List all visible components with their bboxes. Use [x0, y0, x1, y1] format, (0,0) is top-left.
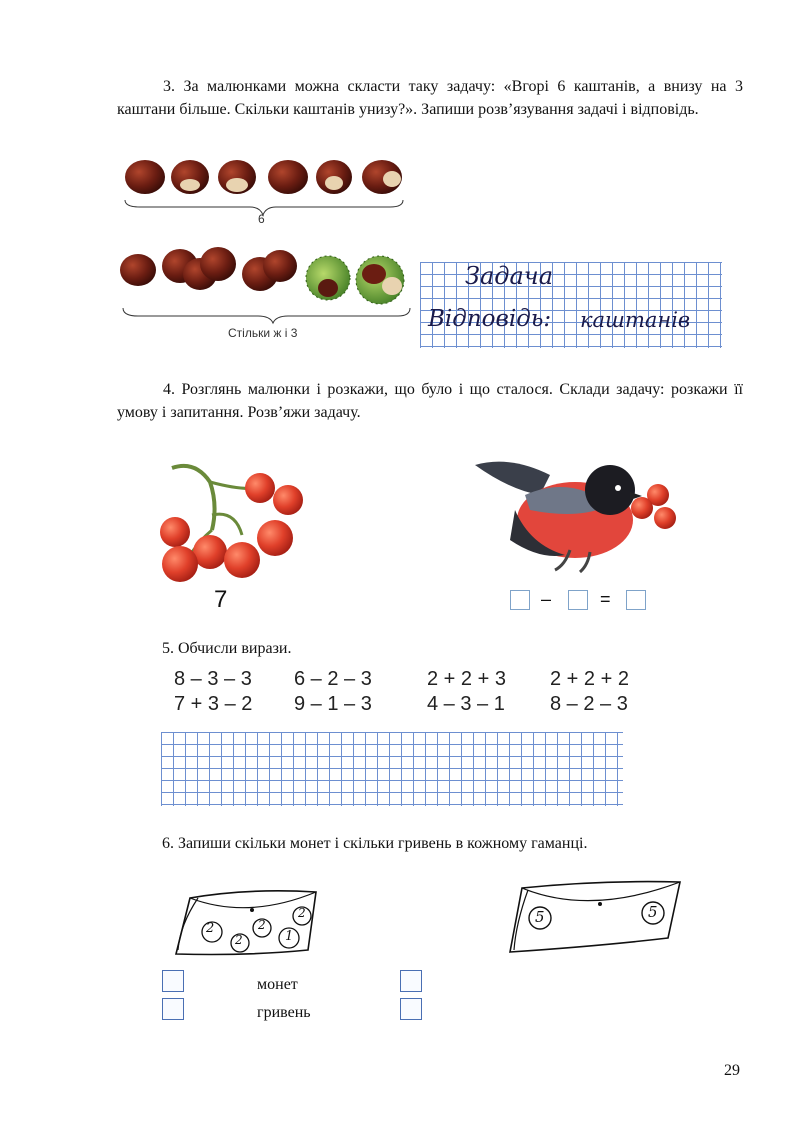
chestnut	[362, 264, 386, 284]
task4-text: 4. Розглянь малюнки і розкажи, що було і що сталося. Склади задачу: розкажи її умову і запитання. Розв’яжи задачу.	[117, 381, 744, 421]
chestnut	[268, 160, 308, 194]
coin-label: 2	[298, 906, 306, 920]
expression: 9 – 1 – 3	[294, 693, 372, 715]
label-hryvnias: гривень	[257, 1004, 311, 1021]
chestnut	[263, 250, 297, 282]
coin-label: 1	[285, 929, 294, 944]
berry	[631, 497, 653, 519]
bullfinch-image	[470, 450, 685, 580]
note-answer-label: Відповідь:	[428, 306, 552, 332]
task3-text: 3. За малюнками можна скласти таку задачу: «Вгорі 6 каштанів, а внизу на 3 каштани більше. Скільки каштанів унизу?». Запиши розв’язування задачі і відповідь.	[117, 78, 743, 118]
berry	[273, 485, 303, 515]
wallet-clasp	[250, 908, 254, 912]
berry	[193, 535, 227, 569]
bottom-count-label: Стільки ж і 3	[228, 326, 298, 340]
label-coins: монет	[257, 976, 298, 993]
chestnut-scar	[382, 277, 402, 295]
expression: 8 – 3 – 3	[174, 668, 252, 690]
wallet-clasp	[598, 902, 602, 906]
chestnut-scar	[180, 179, 200, 191]
coin-label: 5	[535, 908, 545, 926]
chestnut-scar	[226, 178, 248, 192]
chestnut	[125, 160, 165, 194]
bird-head	[585, 465, 635, 515]
top-count-label: 6	[258, 212, 265, 226]
note-answer-word: каштанів	[580, 308, 691, 332]
notebook-grid-task5[interactable]	[161, 732, 623, 806]
task5-title: 5. Обчисли вирази.	[162, 640, 292, 657]
expression: 7 + 3 – 2	[174, 693, 253, 715]
chestnut-scar	[325, 176, 343, 190]
note-task-heading: Задача	[465, 262, 554, 290]
chestnut	[200, 247, 236, 281]
equation-box-3[interactable]	[626, 590, 646, 610]
coin-label: 5	[648, 903, 658, 921]
coin-label: 2	[258, 918, 266, 932]
bottom-chestnuts	[118, 238, 418, 328]
equation-box-1[interactable]	[510, 590, 530, 610]
berry	[162, 546, 198, 582]
berry-stem	[212, 514, 242, 535]
bottom-brace	[123, 308, 410, 323]
expression: 2 + 2 + 3	[427, 668, 506, 690]
page-number: 29	[724, 1062, 740, 1079]
task6-title: 6. Запиши скільки монет і скільки гривень в кожному гаманці.	[162, 835, 588, 852]
coin-label: 2	[235, 933, 243, 947]
expression: 4 – 3 – 1	[427, 693, 505, 715]
berry	[257, 520, 293, 556]
wallet2-coins-answer-box[interactable]	[400, 970, 422, 992]
expression: 8 – 2 – 3	[550, 693, 628, 715]
bird-eye	[615, 485, 621, 491]
wallet-2	[500, 878, 690, 958]
bird-tail	[475, 462, 550, 495]
berry	[160, 517, 190, 547]
wallet-flap	[522, 882, 680, 901]
wallet2-hryvnias-answer-box[interactable]	[400, 998, 422, 1020]
wallet1-coins-answer-box[interactable]	[162, 970, 184, 992]
berries-count: 7	[214, 586, 228, 613]
minus-sign: –	[541, 589, 552, 609]
wallet1-hryvnias-answer-box[interactable]	[162, 998, 184, 1020]
equals-sign: =	[600, 589, 611, 609]
expression: 6 – 2 – 3	[294, 668, 372, 690]
expression: 2 + 2 + 2	[550, 668, 629, 690]
rowan-berries-image	[150, 460, 315, 590]
berry	[224, 542, 260, 578]
chestnut-scar	[383, 171, 401, 187]
berry	[654, 507, 676, 529]
berry	[245, 473, 275, 503]
top-chestnuts	[120, 155, 410, 225]
wallet-1	[168, 880, 328, 960]
coin-label: 2	[206, 921, 215, 936]
chestnut	[120, 254, 156, 286]
chestnut	[318, 279, 338, 297]
equation-box-2[interactable]	[568, 590, 588, 610]
